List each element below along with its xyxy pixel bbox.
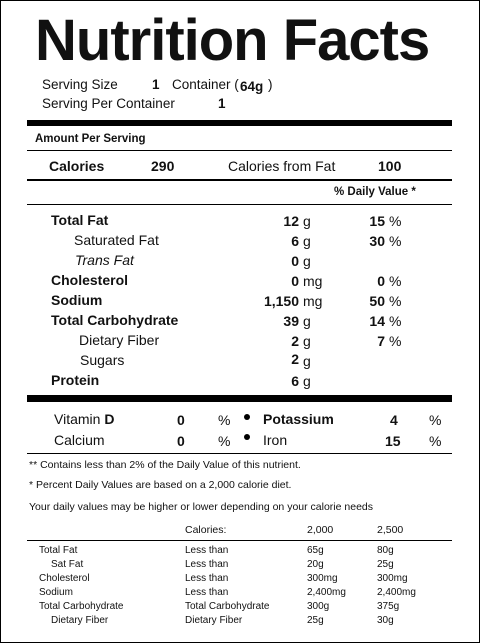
divider xyxy=(27,179,452,181)
nutrient-daily-value: 14 xyxy=(369,313,385,329)
nutrient-amount: 0 xyxy=(291,253,299,269)
table-cell: Total Carbohydrate xyxy=(185,601,270,612)
thick-rule xyxy=(27,120,452,126)
calories-from-fat-value: 100 xyxy=(378,158,402,174)
nutrient-amount: 39 xyxy=(283,313,299,329)
table-cell: 80g xyxy=(377,545,394,556)
bullet xyxy=(244,434,250,440)
vitamin-d-percent: % xyxy=(218,412,231,428)
nutrient-amount: 6 xyxy=(291,373,299,389)
table-cell: Sodium xyxy=(39,587,73,598)
table-cell: 30g xyxy=(377,615,394,626)
calcium-percent: % xyxy=(218,433,231,449)
table-cell: Sat Fat xyxy=(51,559,84,570)
nutrient-daily-value: 50 xyxy=(369,293,385,309)
table-cell: Less than xyxy=(185,545,229,556)
daily-value-header: % Daily Value * xyxy=(334,186,416,198)
thick-rule xyxy=(27,395,452,402)
iron-value: 15 xyxy=(385,433,401,449)
divider xyxy=(27,204,452,205)
table-cell: Less than xyxy=(185,587,229,598)
nutrient-amount: 1,150 xyxy=(263,293,299,309)
potassium-label: Potassium xyxy=(263,411,334,427)
iron-percent: % xyxy=(429,433,442,449)
table-cell: 25g xyxy=(307,615,324,626)
table-cell: Cholesterol xyxy=(39,573,90,584)
table-cell: 65g xyxy=(307,545,324,556)
serving-size-label: Serving Size xyxy=(42,77,118,92)
table-cell: 2,400mg xyxy=(377,587,416,598)
nutrient-name: Dietary Fiber xyxy=(79,332,160,348)
nutrient-name: Cholesterol xyxy=(51,272,129,288)
vitamin-d-label: Vitamin D xyxy=(54,411,115,427)
table-cell: 300mg xyxy=(307,573,338,584)
table-cell: Less than xyxy=(185,573,229,584)
table-cell: Dietary Fiber xyxy=(51,615,109,626)
amount-per-serving: Amount Per Serving xyxy=(35,133,146,145)
servings-per-container-label: Serving Per Container xyxy=(42,96,175,111)
footnote-percent-dv: * Percent Daily Values are based on a 2,000 calorie diet. xyxy=(29,479,292,491)
nutrient-name: Trans Fat xyxy=(75,252,134,268)
serving-size-close: ) xyxy=(268,77,273,92)
serving-size-qty: 1 xyxy=(152,77,160,92)
divider xyxy=(27,150,452,151)
bullet xyxy=(244,414,250,420)
nutrient-daily-value: 30 xyxy=(369,233,385,249)
nutrient-percent-sign: % xyxy=(389,333,402,349)
table-cell: Dietary Fiber xyxy=(185,615,243,626)
nutrient-percent-sign: % xyxy=(389,293,402,309)
calories-value: 290 xyxy=(151,158,175,174)
calories-from-fat-label: Calories from Fat xyxy=(228,158,336,174)
potassium-percent: % xyxy=(429,412,442,428)
potassium-value: 4 xyxy=(390,412,398,428)
nutrient-name: Total Carbohydrate xyxy=(51,312,179,328)
nutrient-amount: 2 xyxy=(291,351,299,367)
table-cell: 300mg xyxy=(377,573,408,584)
table-header-2500: 2,500 xyxy=(377,524,404,536)
table-cell: 300g xyxy=(307,601,330,612)
vitamin-d-value: 0 xyxy=(177,412,185,428)
divider xyxy=(27,453,452,454)
nutrient-name: Total Fat xyxy=(51,212,109,228)
nutrient-percent-sign: % xyxy=(389,313,402,329)
footnote-less-than-2: ** Contains less than 2% of the Daily Value of this nutrient. xyxy=(29,459,301,471)
nutrient-amount: 2 xyxy=(291,333,299,349)
nutrient-amount: 0 xyxy=(291,273,299,289)
table-cell: Total Fat xyxy=(39,545,78,556)
nutrient-unit: g xyxy=(303,373,311,389)
nutrient-amount: 6 xyxy=(291,233,299,249)
nutrient-percent-sign: % xyxy=(389,213,402,229)
serving-size-unit: Container ( xyxy=(172,77,239,92)
table-cell: 2,400mg xyxy=(307,587,346,598)
nutrient-name: Saturated Fat xyxy=(74,232,159,248)
table-cell: 20g xyxy=(307,559,324,570)
nutrient-percent-sign: % xyxy=(389,233,402,249)
nutrient-unit: g xyxy=(303,213,311,229)
nutrient-unit: g xyxy=(303,353,311,369)
nutrient-amount: 12 xyxy=(283,213,299,229)
table-cell: 375g xyxy=(377,601,400,612)
nutrient-daily-value: 7 xyxy=(377,333,385,349)
nutrient-name: Protein xyxy=(51,372,100,388)
serving-size-grams: 64g xyxy=(240,79,264,94)
nutrient-unit: mg xyxy=(303,273,323,289)
divider xyxy=(27,540,452,541)
footnote-may-be-higher: Your daily values may be higher or lower depending on your calorie needs xyxy=(29,501,373,513)
table-header-calories: Calories: xyxy=(185,524,227,536)
table-cell: 25g xyxy=(377,559,394,570)
calcium-value: 0 xyxy=(177,433,185,449)
table-cell: Total Carbohydrate xyxy=(39,601,124,612)
nutrient-daily-value: 0 xyxy=(377,273,385,289)
nutrient-daily-value: 15 xyxy=(369,213,385,229)
nutrient-unit: g xyxy=(303,233,311,249)
nutrient-name: Sugars xyxy=(80,352,125,368)
table-cell: Less than xyxy=(185,559,229,570)
table-header-2000: 2,000 xyxy=(307,524,334,536)
nutrient-unit: g xyxy=(303,313,311,329)
nutrient-name: Sodium xyxy=(51,292,103,308)
label-title: Nutrition Facts xyxy=(35,8,430,73)
iron-label: Iron xyxy=(263,432,288,448)
servings-per-container-value: 1 xyxy=(218,96,226,111)
calcium-label: Calcium xyxy=(54,432,105,448)
nutrient-unit: g xyxy=(303,333,311,349)
nutrient-percent-sign: % xyxy=(389,273,402,289)
calories-label: Calories xyxy=(49,158,105,174)
nutrient-unit: mg xyxy=(303,293,323,309)
nutrient-unit: g xyxy=(303,253,311,269)
